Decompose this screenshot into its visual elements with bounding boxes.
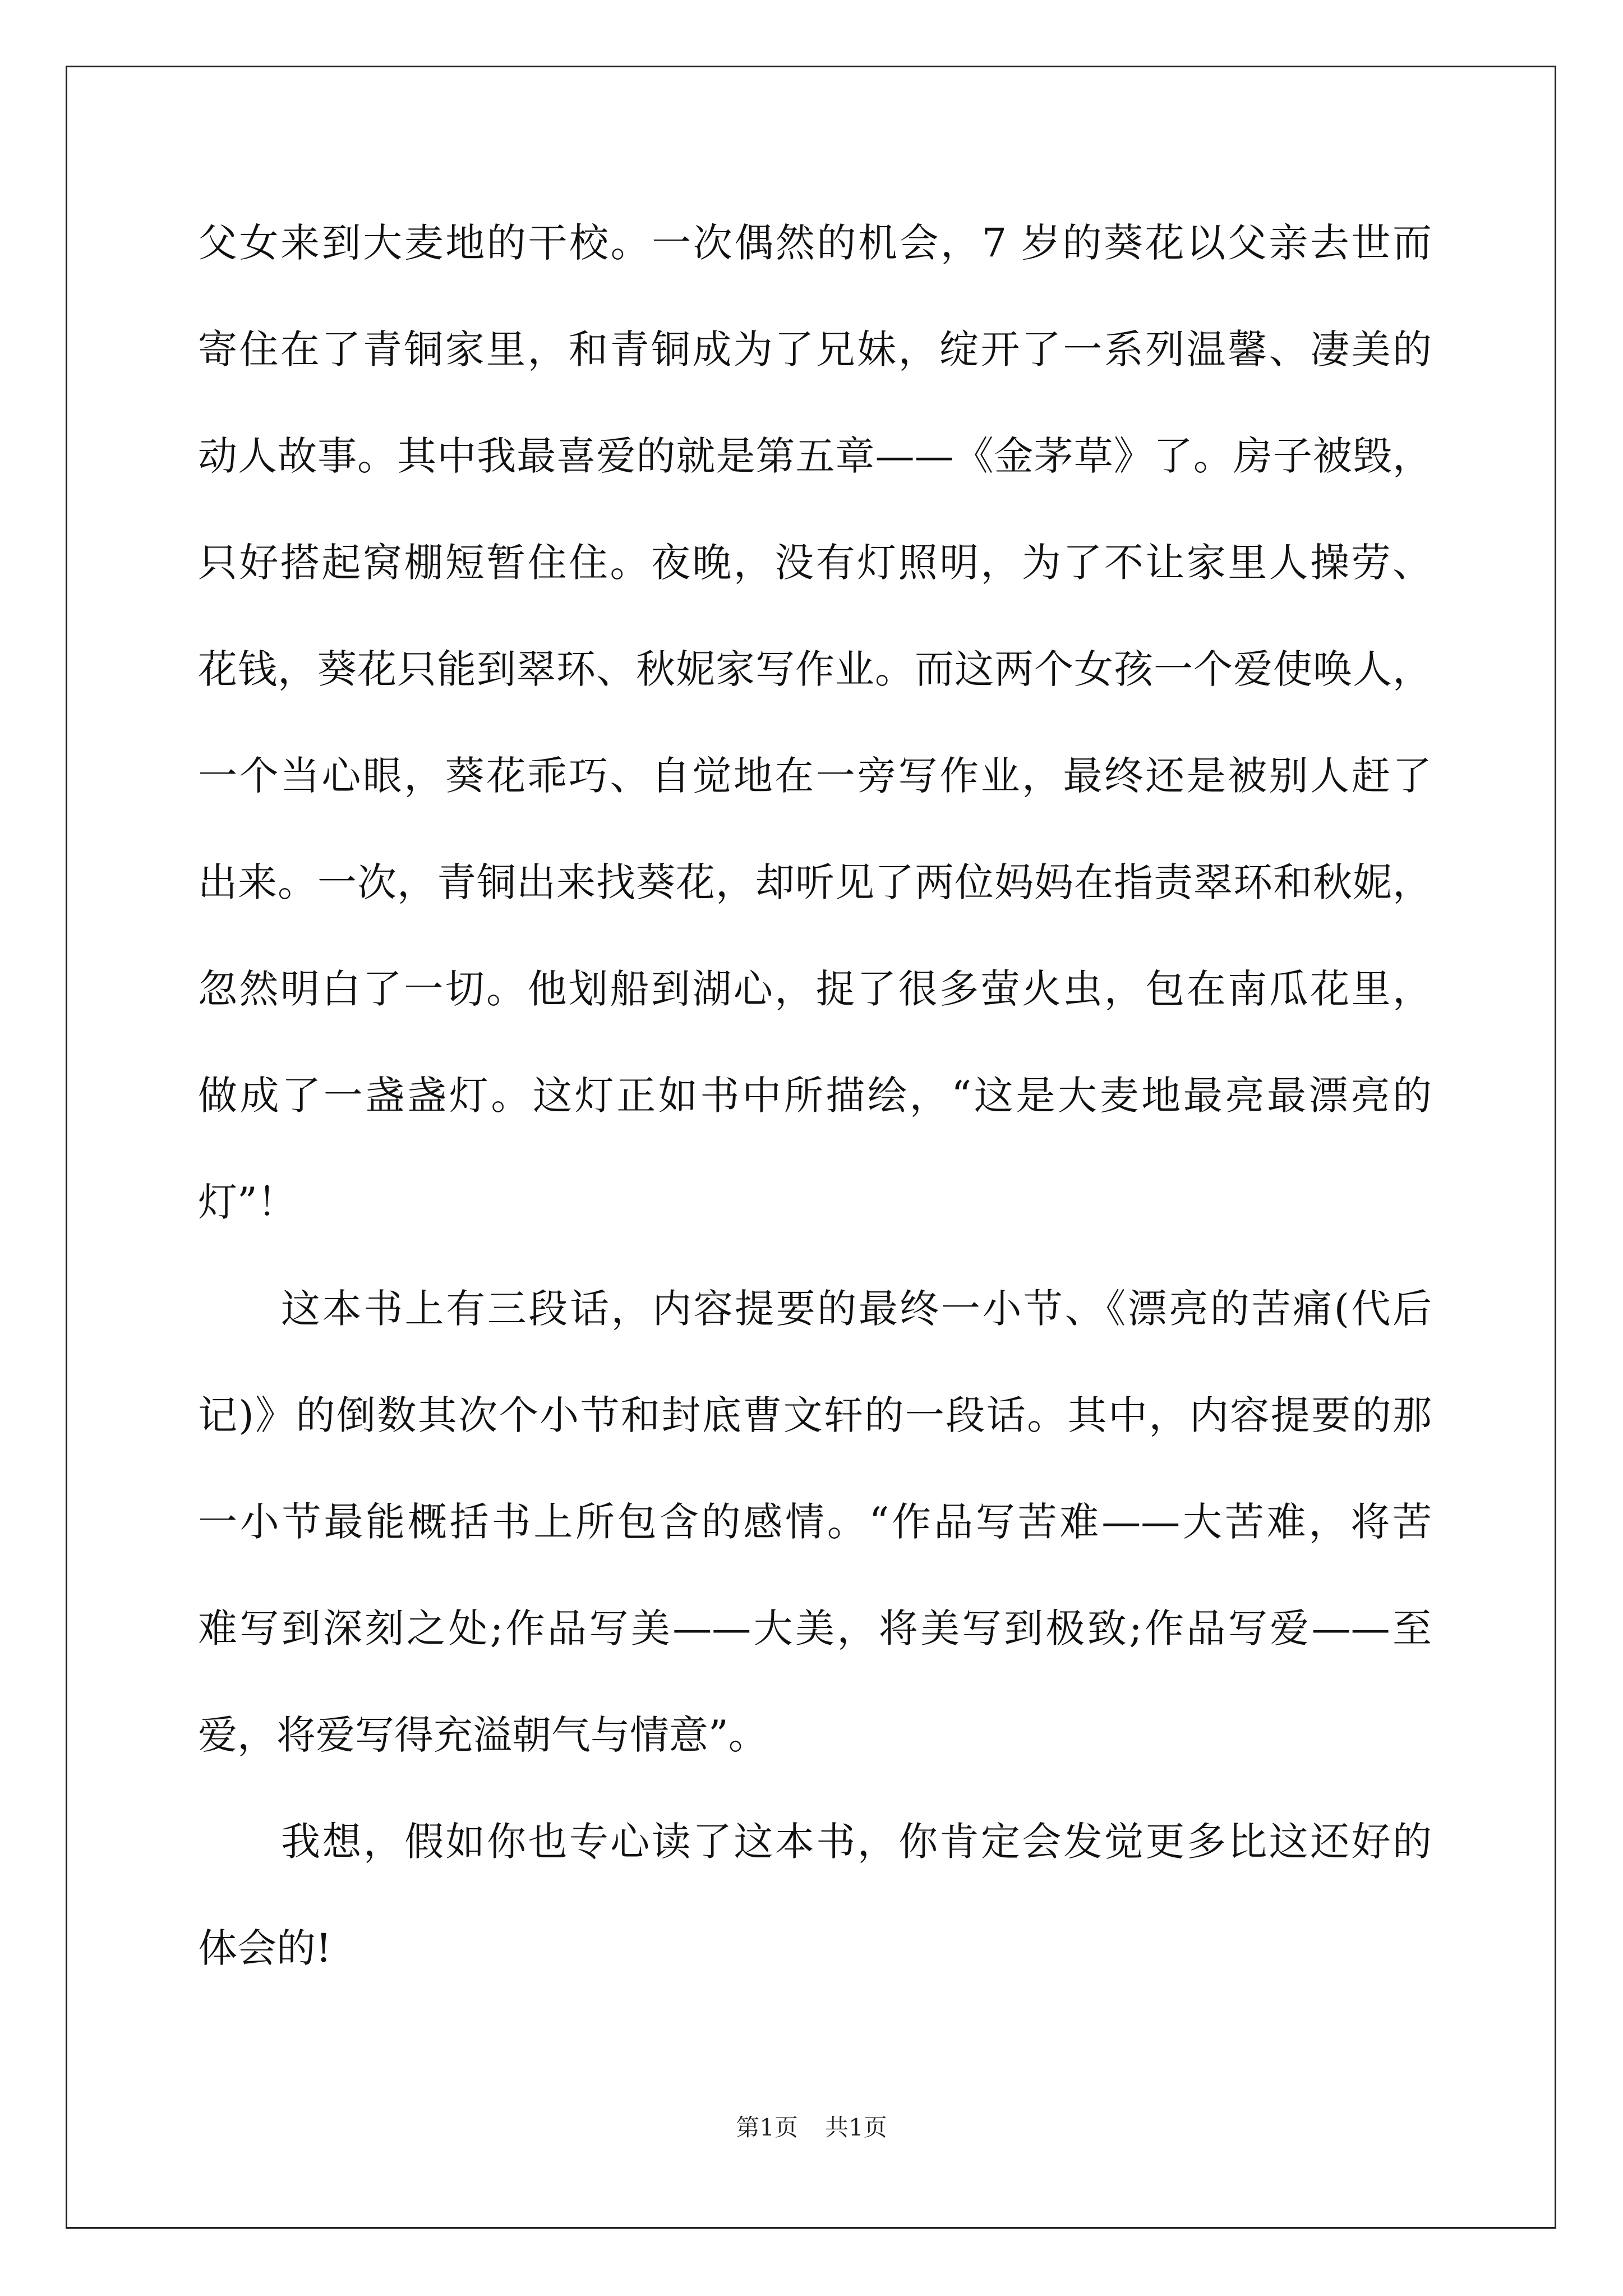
text-line: 爱，将爱写得充溢朝气与情意”。 — [198, 1712, 768, 1758]
page-total: 共1页 — [825, 2114, 887, 2141]
text-line: 寄住在了青铜家里，和青铜成为了兄妹，绽开了一系列温馨、凄美的 — [198, 326, 1432, 372]
text-line: 记)》的倒数其次个小节和封底曹文轩的一段话。其中，内容提要的那 — [198, 1392, 1432, 1438]
text-line: 花钱，葵花只能到翠环、秋妮家写作业。而这两个女孩一个爱使唤人， — [198, 646, 1432, 692]
page-number: 第1页 — [736, 2114, 798, 2141]
text-line: 忽然明白了一切。他划船到湖心，捉了很多萤火虫，包在南瓜花里， — [198, 966, 1432, 1012]
paragraph-3 — [198, 1811, 1432, 2024]
text-line: 难写到深刻之处;作品写美——大美，将美写到极致;作品写爱——至 — [198, 1605, 1432, 1651]
page-footer — [0, 2109, 1623, 2143]
text-line: 出来。一次，青铜出来找葵花，却听见了两位妈妈在指责翠环和秋妮， — [198, 859, 1432, 905]
text-line: 这本书上有三段话，内容提要的最终一小节、《漂亮的苦痛(代后 — [281, 1286, 1432, 1332]
text-line: 我想，假如你也专心读了这本书，你肯定会发觉更多比这还好的 — [281, 1819, 1432, 1865]
text-line: 只好搭起窝棚短暂住住。夜晚，没有灯照明，为了不让家里人操劳、 — [198, 540, 1432, 586]
text-line: 灯”！ — [198, 1179, 297, 1225]
text-line: 一小节最能概括书上所包含的感情。“作品写苦难——大苦难，将苦 — [198, 1499, 1432, 1545]
paragraph-2 — [198, 1278, 1432, 1811]
text-line: 父女来到大麦地的干校。一次偶然的机会，7 岁的葵花以父亲去世而 — [198, 220, 1432, 266]
text-line: 一个当心眼，葵花乖巧、自觉地在一旁写作业，最终还是被别人赶了 — [198, 753, 1432, 799]
paragraph-1 — [198, 212, 1432, 1278]
text-line: 体会的! — [198, 1925, 332, 1971]
text-line: 做成了一盏盏灯。这灯正如书中所描绘，“这是大麦地最亮最漂亮的 — [198, 1073, 1432, 1119]
document-body — [198, 212, 1432, 2024]
text-line: 动人故事。其中我最喜爱的就是第五章——《金茅草》了。房子被毁， — [198, 433, 1432, 479]
